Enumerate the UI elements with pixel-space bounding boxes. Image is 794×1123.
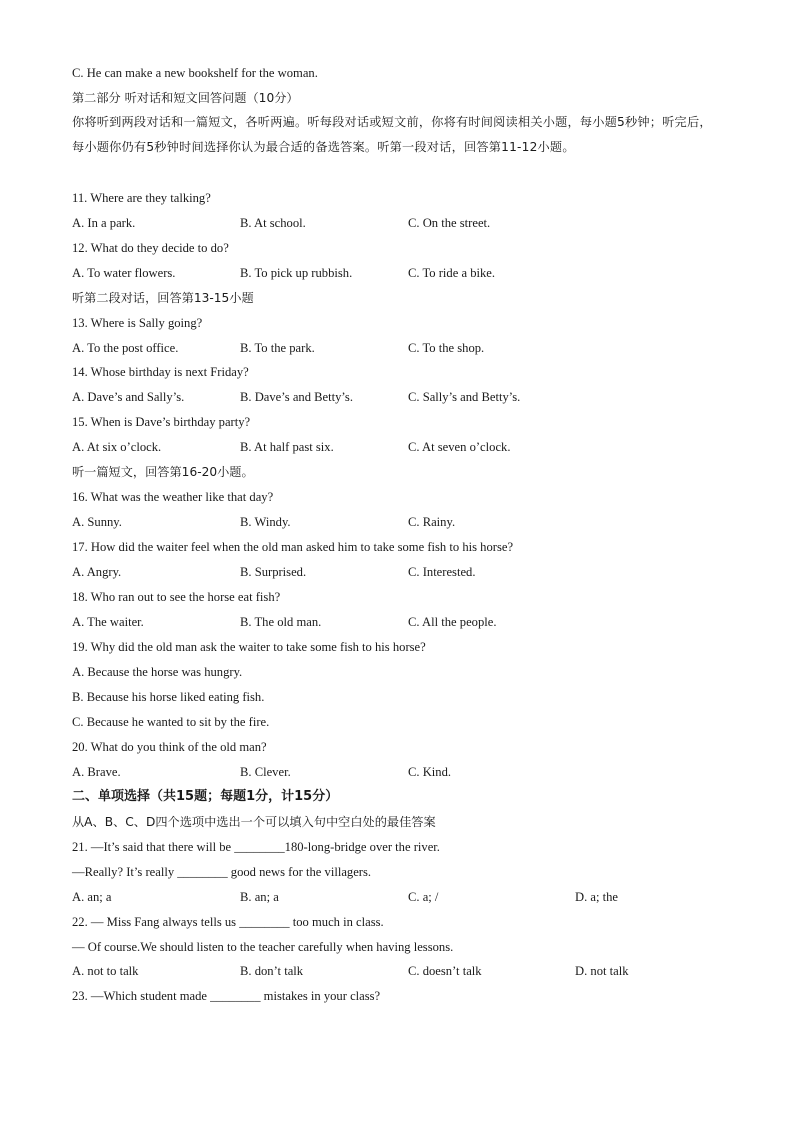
q18-stem: 18. Who ran out to see the horse eat fish? xyxy=(72,590,281,604)
q19-stem: 19. Why did the old man ask the waiter to take some fish to his horse? xyxy=(72,640,426,654)
q21-response: —Really? It’s really ________ good news for the villagers. xyxy=(72,865,372,879)
q23-stem: 23. —Which student made ________ mistakes in your class? xyxy=(72,989,381,1003)
option-c: C. a; / xyxy=(408,890,439,904)
part2-title: 二、单项选择（共15题；每题1分，计15分） xyxy=(72,789,339,804)
q12-options xyxy=(72,264,752,282)
option-a: A. To the post office. xyxy=(72,341,179,355)
option-b: B. To pick up rubbish. xyxy=(240,266,353,280)
q22-stem: 22. — Miss Fang always tells us ________ too much in class. xyxy=(72,915,384,929)
option-c: C. Kind. xyxy=(408,765,452,779)
option-a: A. In a park. xyxy=(72,216,136,230)
section2-instructions: 你将听到两段对话和一篇短文，各听两遍。听每段对话或短文前，你将有时间阅读相关小题，每小题5秒钟；听完后，每小题你仍有5秒钟时间选择你认为最合适的备选答案。听第一段对话，回答第11-12小题。 xyxy=(72,115,712,154)
q19-option-a: A. Because the horse was hungry. xyxy=(72,665,243,679)
q10-option-c: C. He can make a new bookshelf for the woman. xyxy=(72,66,318,80)
section2-title: 第二部分 听对话和短文回答问题（10分） xyxy=(72,91,299,105)
option-b: B. At school. xyxy=(240,216,306,230)
option-b: B. Surprised. xyxy=(240,565,307,579)
passage-instruction: 听一篇短文，回答第16-20小题。 xyxy=(72,465,254,479)
dialogue2-instruction: 听第二段对话，回答第13-15小题 xyxy=(72,291,254,305)
option-a: A. The waiter. xyxy=(72,615,144,629)
option-c: C. Rainy. xyxy=(408,515,456,529)
q17-stem: 17. How did the waiter feel when the old man asked him to take some fish to his horse? xyxy=(72,540,514,554)
option-d: D. not talk xyxy=(575,964,629,978)
option-c: C. All the people. xyxy=(408,615,497,629)
option-b: B. At half past six. xyxy=(240,440,334,454)
q20-options xyxy=(72,763,752,781)
option-a: A. At six o’clock. xyxy=(72,440,162,454)
q13-options xyxy=(72,339,752,357)
q13-stem: 13. Where is Sally going? xyxy=(72,316,203,330)
q16-stem: 16. What was the weather like that day? xyxy=(72,490,274,504)
option-a: A. Brave. xyxy=(72,765,121,779)
option-c: C. At seven o’clock. xyxy=(408,440,511,454)
q18-options xyxy=(72,613,752,631)
q19-option-b: B. Because his horse liked eating fish. xyxy=(72,690,265,704)
q17-options xyxy=(72,563,752,581)
option-a: A. Sunny. xyxy=(72,515,122,529)
q11-stem: 11. Where are they talking? xyxy=(72,191,211,205)
option-a: A. an; a xyxy=(72,890,112,904)
option-b: B. don’t talk xyxy=(240,964,304,978)
q12-stem: 12. What do they decide to do? xyxy=(72,241,229,255)
option-b: B. Dave’s and Betty’s. xyxy=(240,390,353,404)
q14-stem: 14. Whose birthday is next Friday? xyxy=(72,365,249,379)
q16-options xyxy=(72,513,752,531)
option-d: D. a; the xyxy=(575,890,619,904)
option-c: C. On the street. xyxy=(408,216,491,230)
option-a: A. Dave’s and Sally’s. xyxy=(72,390,185,404)
q14-options xyxy=(72,388,752,406)
q15-stem: 15. When is Dave’s birthday party? xyxy=(72,415,251,429)
q22-response: — Of course.We should listen to the teacher carefully when having lessons. xyxy=(72,940,454,954)
option-b: B. The old man. xyxy=(240,615,322,629)
q21-stem: 21. —It’s said that there will be ________180-long-bridge over the river. xyxy=(72,840,440,854)
option-c: C. doesn’t talk xyxy=(408,964,482,978)
q19-option-c: C. Because he wanted to sit by the fire. xyxy=(72,715,270,729)
option-c: C. To ride a bike. xyxy=(408,266,496,280)
option-a: A. To water flowers. xyxy=(72,266,176,280)
option-c: C. To the shop. xyxy=(408,341,485,355)
part2-instructions: 从A、B、C、D四个选项中选出一个可以填入句中空白处的最佳答案 xyxy=(72,815,436,829)
q22-options xyxy=(72,962,752,980)
option-c: C. Interested. xyxy=(408,565,476,579)
option-b: B. To the park. xyxy=(240,341,315,355)
q20-stem: 20. What do you think of the old man? xyxy=(72,740,267,754)
option-b: B. Windy. xyxy=(240,515,291,529)
q11-options xyxy=(72,214,752,232)
option-b: B. an; a xyxy=(240,890,279,904)
option-a: A. Angry. xyxy=(72,565,122,579)
option-b: B. Clever. xyxy=(240,765,291,779)
option-c: C. Sally’s and Betty’s. xyxy=(408,390,521,404)
q15-options xyxy=(72,438,752,456)
option-a: A. not to talk xyxy=(72,964,139,978)
q21-options xyxy=(72,888,752,906)
